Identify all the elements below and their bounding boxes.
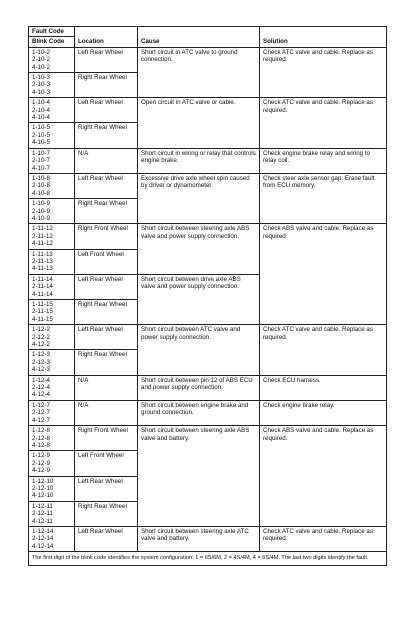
solution-cell: Check ATC valve and cable. Replace as required. [260, 98, 387, 148]
table-row [29, 148, 387, 173]
blink-code-cell: 1-12-11 2-12-11 4-12-11 [29, 501, 75, 526]
blink-code-cell: 1-10-3 2-10-3 4-10-3 [29, 73, 75, 98]
table-row [29, 400, 387, 425]
location-cell: Left Rear Wheel [75, 98, 138, 123]
solution-cell: Check steer axle sensor gap. Erase fault from ECU memory. [260, 173, 387, 223]
blink-code-cell: 1-10-8 2-10-8 4-10-8 [29, 173, 75, 198]
location-cell: Left Rear Wheel [75, 476, 138, 501]
blink-code-cell: 1-12-2 2-12-2 4-12-2 [29, 325, 75, 350]
location-cell: Left Front Wheel [75, 249, 138, 274]
cause-cell: Short circuit between steering axle ABS valve and power supply connection. [138, 224, 260, 274]
location-cell: Left Rear Wheel [75, 274, 138, 299]
blink-code-cell: 1-12-10 2-12-10 4-12-10 [29, 476, 75, 501]
cause-cell: Short circuit between drive axle ABS valve and power supply connection. [138, 274, 260, 324]
solution-cell: Check engine brake relay. [260, 400, 387, 425]
blink-code-cell: 1-12-9 2-12-9 4-12-9 [29, 451, 75, 476]
location-cell: Right Rear Wheel [75, 300, 138, 325]
cause-cell: Short circuit in ATC valve to ground connection. [138, 47, 260, 97]
location-cell: Left Rear Wheel [75, 526, 138, 551]
location-cell: Right Front Wheel [75, 224, 138, 249]
cause-cell: Short circuit between steering axle ATC valve and battery. [138, 526, 260, 551]
location-cell: Right Rear Wheel [75, 199, 138, 224]
table-row [29, 325, 387, 350]
blink-code-cell: 1-11-13 2-11-13 4-11-13 [29, 249, 75, 274]
location-cell: Left Rear Wheel [75, 47, 138, 72]
table-row [29, 173, 387, 198]
solution-cell: Check ATC valve and cable. Replace as required. [260, 325, 387, 375]
cause-cell: Short circuit in wiring or relay that controls engine brake. [138, 148, 260, 173]
location-cell: Right Rear Wheel [75, 73, 138, 98]
blink-code-cell: 1-10-5 2-10-5 4-10-5 [29, 123, 75, 148]
solution-cell: Check ABS valve and cable. Replace as required. [260, 224, 387, 325]
cause-cell: Short circuit between steering axle ABS valve and battery. [138, 426, 260, 527]
table-row [29, 224, 387, 249]
location-cell: Left Rear Wheel [75, 173, 138, 198]
location-cell: Left Front Wheel [75, 451, 138, 476]
location-cell: N/A [75, 375, 138, 400]
fault-code-table-container [28, 26, 386, 566]
blink-code-cell: 1-11-14 2-11-14 4-11-14 [29, 274, 75, 299]
blink-code-cell: 1-12-4 2-12-4 4-12-4 [29, 375, 75, 400]
column-header-location: Location [75, 37, 138, 47]
cause-cell: Excessive drive axle wheel spin caused by driver or dynamometer. [138, 173, 260, 223]
column-header-cause: Cause [138, 37, 260, 47]
location-cell: N/A [75, 148, 138, 173]
header-spacer [138, 27, 260, 37]
location-cell: Right Rear Wheel [75, 350, 138, 375]
blink-code-cell: 1-12-8 2-12-8 4-12-8 [29, 426, 75, 451]
footnote-row [29, 552, 387, 566]
location-cell: N/A [75, 400, 138, 425]
solution-cell: Check engine brake relay and wiring to relay coil. [260, 148, 387, 173]
location-cell: Left Rear Wheel [75, 325, 138, 350]
cause-cell: Short circuit between pin 12 of ABS ECU and power supply connection. [138, 375, 260, 400]
blink-code-cell: 1-12-3 2-12-3 4-12-3 [29, 350, 75, 375]
location-cell: Right Rear Wheel [75, 501, 138, 526]
blink-code-cell: 1-12-7 2-12-7 4-12-7 [29, 400, 75, 425]
table-row [29, 375, 387, 400]
table-row [29, 526, 387, 551]
blink-code-cell: 1-10-9 2-10-9 4-10-9 [29, 199, 75, 224]
cause-cell: Short circuit between engine brake and ground connection. [138, 400, 260, 425]
footnote: The first digit of the blink code identifies the system configuration: 1 = 6S/6M, 2 = 4S/4M, 4 = 6S/4M. The last two digits identify the fault. [29, 552, 387, 566]
blink-code-cell: 1-10-2 2-10-2 4-10-2 [29, 47, 75, 72]
location-cell: Right Rear Wheel [75, 123, 138, 148]
fault-code-header: Fault Code [29, 27, 75, 37]
column-header-solution: Solution [260, 37, 387, 47]
column-header-blink-code: Blink Code [29, 37, 75, 47]
header-spacer [75, 27, 138, 37]
cause-cell: Short circuit between ATC valve and power supply connection. [138, 325, 260, 375]
solution-cell: Check ABS valve and cable. Replace as required. [260, 426, 387, 527]
solution-cell: Check ATC valve and cable. Replace as required. [260, 526, 387, 551]
location-cell: Right Front Wheel [75, 426, 138, 451]
header-spacer [260, 27, 387, 37]
table-row [29, 426, 387, 451]
cause-cell: Open circuit in ATC valve or cable. [138, 98, 260, 148]
solution-cell: Check ECU harness. [260, 375, 387, 400]
solution-cell: Check ATC valve and cable. Replace as required. [260, 47, 387, 97]
blink-code-cell: 1-11-15 2-11-15 4-11-15 [29, 300, 75, 325]
table-row [29, 47, 387, 72]
blink-code-cell: 1-12-14 2-12-14 4-12-14 [29, 526, 75, 551]
fault-code-table [28, 26, 387, 566]
blink-code-cell: 1-10-4 2-10-4 4-10-4 [29, 98, 75, 123]
blink-code-cell: 1-11-12 2-11-12 4-11-12 [29, 224, 75, 249]
blink-code-cell: 1-10-7 2-10-7 4-10-7 [29, 148, 75, 173]
table-row [29, 98, 387, 123]
